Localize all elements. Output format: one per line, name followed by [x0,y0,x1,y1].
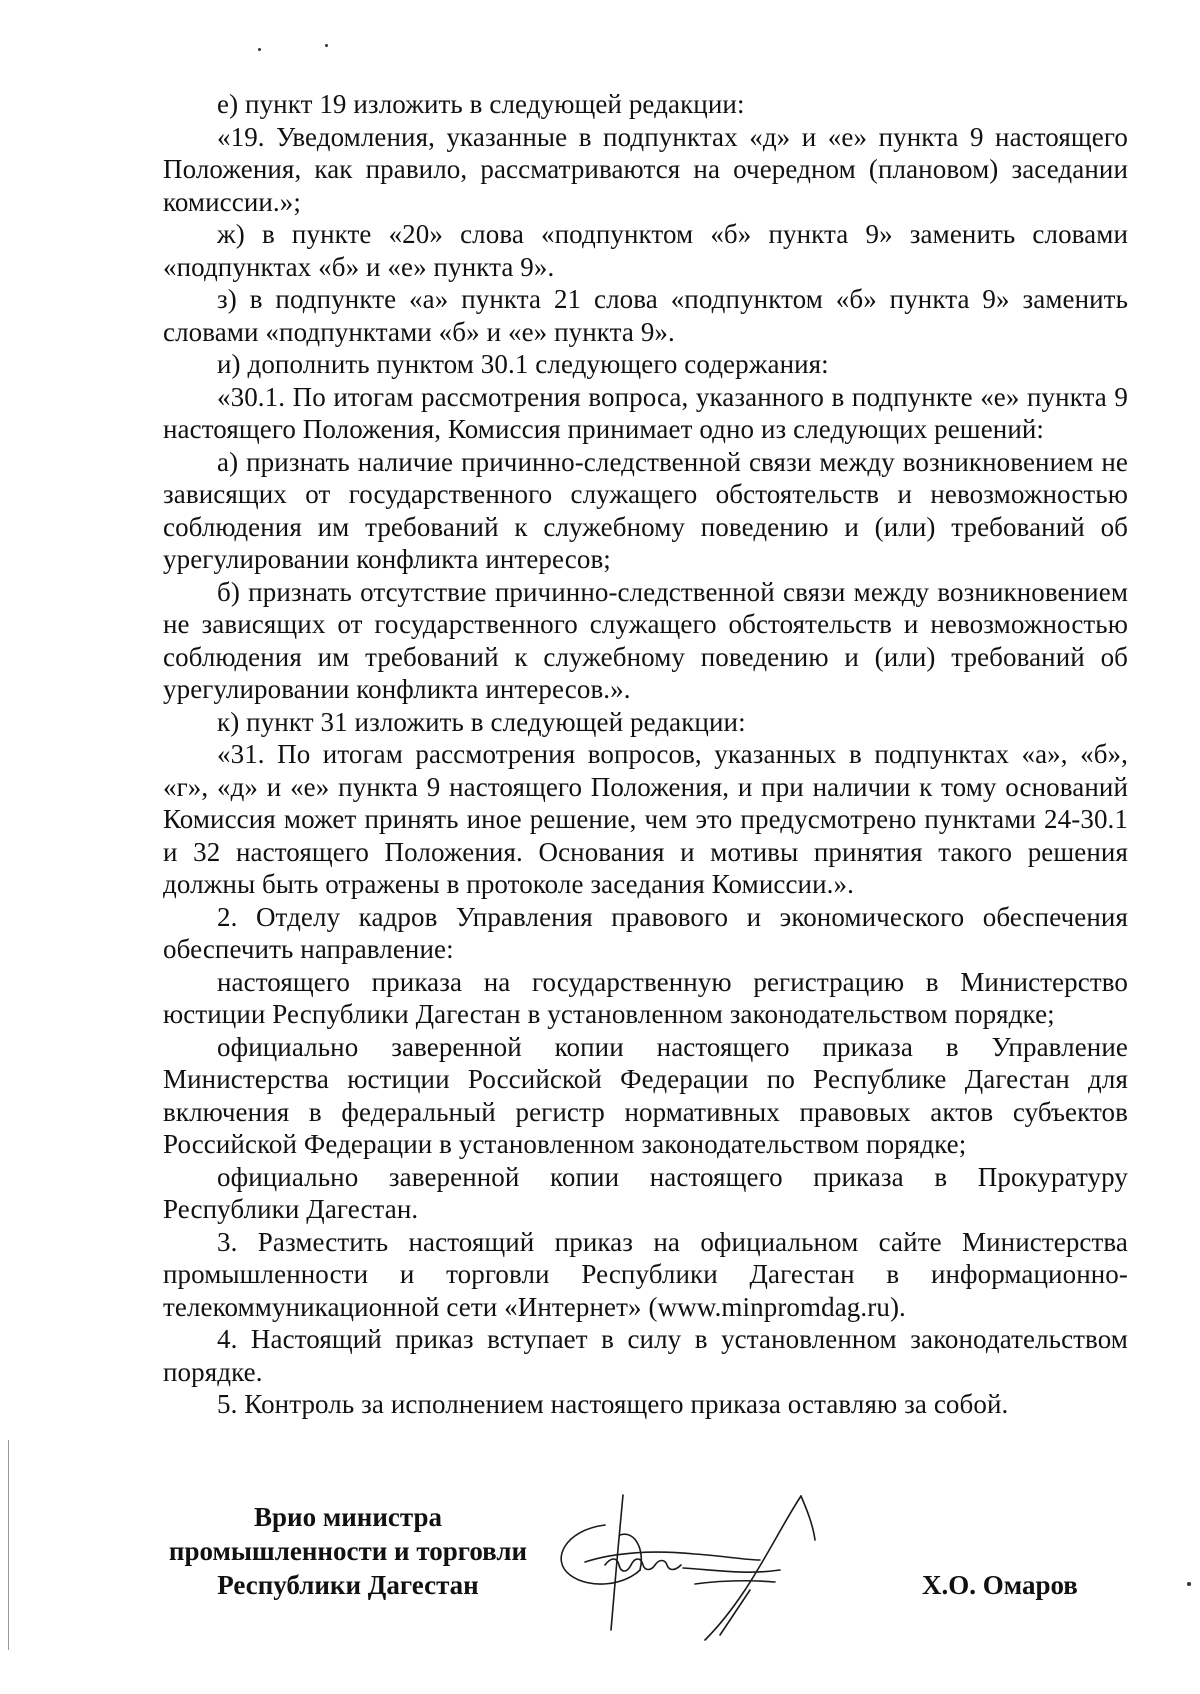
paragraph: ж) в пункте «20» слова «подпунктом «б» пункта 9» заменить словами «подпунктах «б» и «е» пункта 9». [163,219,1128,282]
handwritten-signature [545,1490,845,1650]
paragraph: настоящего приказа на государственную регистрацию в Министерство юстиции Республики Дагестан в установленном законодательством порядке; [163,966,1128,1029]
signatory-title-line: промышленности и торговли [168,1536,528,1566]
paragraph: б) признать отсутствие причинно-следственной связи между возникновением не зависящих от государственного служащего обстоятельств и невозможностью соблюдения им требований к служебному поведению и (или) требований об урегулировании конфликта интересов.». [163,576,1128,704]
paragraph: официально заверенной копии настоящего приказа в Управление Министерства юстиции Российской Федерации по Республике Дагестан для включения в федеральный регистр нормативных правовых актов субъектов Российской Федерации в установленном законодательством порядке; [163,1031,1128,1159]
paragraph: 2. Отделу кадров Управления правового и экономического обеспечения обеспечить направление: [163,901,1128,964]
paragraph: 3. Разместить настоящий приказ на официальном сайте Министерства промышленности и торговли Республики Дагестан в информационно-телекоммуникационной сети «Интернет» (www.minpromdag.ru). [163,1226,1128,1322]
paragraph: 4. Настоящий приказ вступает в силу в установленном законодательством порядке. [163,1324,1128,1387]
paragraph: «30.1. По итогам рассмотрения вопроса, указанного в подпункте «е» пункта 9 настоящего Положения, Комиссия принимает одно из следующих решений: [163,381,1128,444]
paragraph: е) пункт 19 изложить в следующей редакции: [217,89,745,119]
document-body [163,88,1128,1421]
paragraph: 5. Контроль за исполнением настоящего приказа оставляю за собой. [217,1389,1009,1419]
paragraph: «31. По итогам рассмотрения вопросов, указанных в подпунктах «а», «б», «г», «д» и «е» пункта 9 настоящего Положения, и при наличии к тому оснований Комиссия может принять иное решение, чем это предусмотрено пунктами 24-30.1 и 32 настоящего Положения. Основания и мотивы принятия такого решения должны быть отражены в протоколе заседания Комиссии.». [163,739,1128,899]
paragraph: з) в подпункте «а» пункта 21 слова «подпунктом «б» пункта 9» заменить словами «подпунктами «б» и «е» пункта 9». [163,284,1128,347]
signatory-title-line: Республики Дагестан [217,1570,479,1600]
paragraph: официально заверенной копии настоящего приказа в Прокуратуру Республики Дагестан. [163,1161,1128,1224]
signature-block [0,1500,1200,1680]
paragraph: а) признать наличие причинно-следственной связи между возникновением не зависящих от государственного служащего обстоятельств и невозможностью соблюдения им требований к служебному поведению и (или) требований об урегулировании конфликта интересов; [163,446,1128,574]
scan-speck [1187,1582,1191,1586]
scan-speck [258,48,261,51]
paragraph: «19. Уведомления, указанные в подпунктах «д» и «е» пункта 9 настоящего Положения, как правило, рассматриваются на очередном (плановом) заседании комиссии.»; [163,121,1128,217]
signatory-title [163,1500,533,1602]
signatory-name: Х.О. Омаров [922,1570,1078,1600]
signatory-title-line: Врио министра [254,1502,442,1532]
scan-margin-line [8,1440,9,1650]
paragraph: и) дополнить пунктом 30.1 следующего содержания: [217,349,829,379]
scan-speck [325,44,328,47]
paragraph: к) пункт 31 изложить в следующей редакции: [217,706,746,737]
